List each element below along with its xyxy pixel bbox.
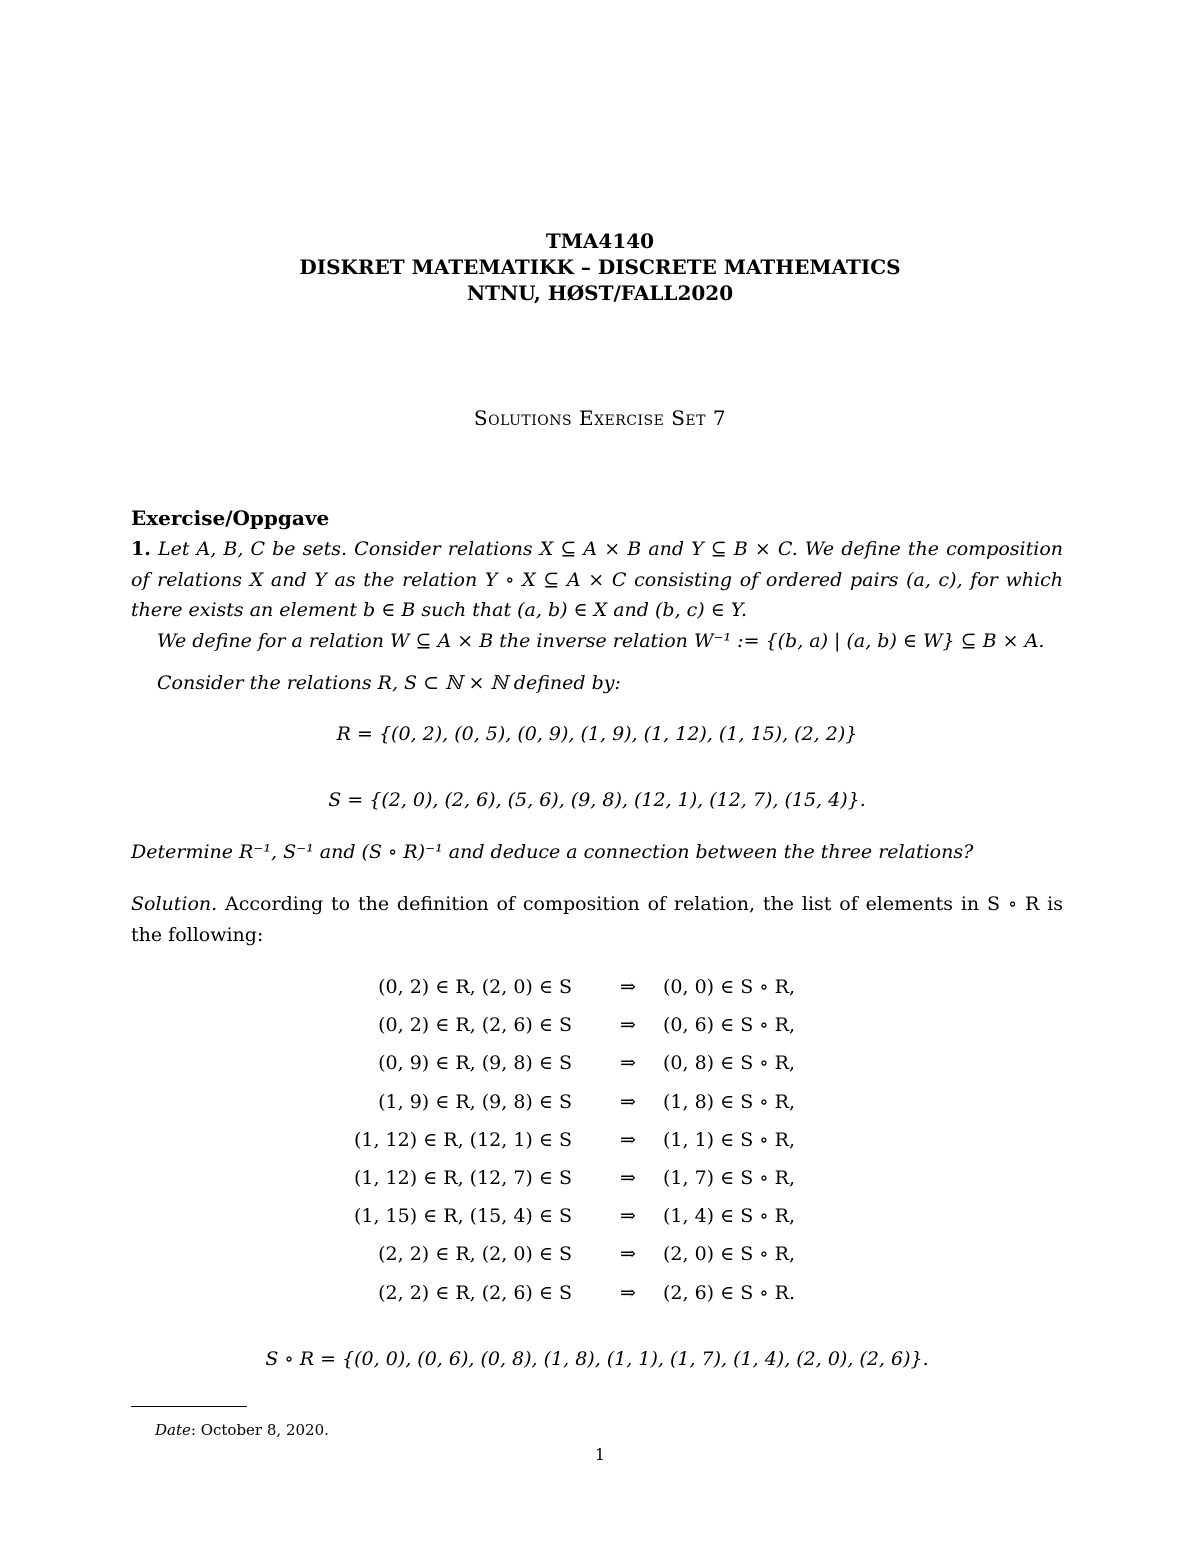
derivation-lhs: (0, 2) ∈ R, (2, 0) ∈ S [378,976,572,998]
derivation-row [353,1205,840,1235]
problem-text: Let A, B, C be sets. Consider relations X ⊆ A × B and Y ⊆ B × C. We define the composition of relations X and Y as the relation Y ∘ X ⊆ A × C consisting of ordered pairs (a, c), for which there exists an element b ∈ B such that (a, b) ∈ X and (b, c) ∈ Y. [131,538,1063,621]
derivation-rhs: (1, 1) ∈ S ∘ R, [663,1128,795,1151]
course-name: DISKRET MATEMATIKK – DISCRETE MATHEMATICS [299,255,901,279]
derivation-rhs: (0, 8) ∈ S ∘ R, [663,1052,795,1075]
document-subtitle: Solutions Exercise Set 7 [473,406,727,430]
derivation-lhs: (1, 12) ∈ R, (12, 7) ∈ S [353,1167,572,1189]
problem-statement [131,534,1063,626]
derivation-lhs: (1, 15) ∈ R, (15, 4) ∈ S [353,1205,572,1228]
derivation-rhs: (2, 0) ∈ S ∘ R, [663,1243,795,1266]
derivation-rhs: (0, 0) ∈ S ∘ R, [663,976,795,998]
derivation-lhs: (2, 2) ∈ R, (2, 6) ∈ S [378,1281,572,1304]
derivation-row [353,1167,840,1197]
implies-arrow: ⇒ [620,1281,636,1304]
course-code: TMA4140 [545,229,655,253]
problem-question: Determine R⁻¹, S⁻¹ and (S ∘ R)⁻¹ and deduce a connection between the three relations? [131,841,974,863]
section-heading: Exercise/Oppgave [131,506,330,530]
derivation-lhs: (1, 12) ∈ R, (12, 1) ∈ S [353,1128,572,1151]
derivation-row [360,1243,840,1273]
footnote [155,1421,329,1439]
derivation-rhs: (1, 4) ∈ S ∘ R, [663,1205,795,1228]
r-definition: R = {(0, 2), (0, 5), (0, 9), (1, 9), (1, 12), (1, 15), (2, 2)} [336,723,858,745]
derivation-lhs: (2, 2) ∈ R, (2, 0) ∈ S [378,1243,572,1266]
solution-intro [131,889,1063,950]
derivation-rhs: (2, 6) ∈ S ∘ R. [663,1281,795,1304]
s-definition: S = {(2, 0), (2, 6), (5, 6), (9, 8), (12, 1), (12, 7), (15, 4)}. [328,789,866,811]
derivation-row [353,1128,840,1159]
implies-arrow: ⇒ [620,1243,636,1266]
derivation-lhs: (0, 2) ∈ R, (2, 6) ∈ S [378,1014,572,1037]
implies-arrow: ⇒ [620,1052,636,1075]
implies-arrow: ⇒ [620,1128,636,1151]
implies-arrow: ⇒ [620,1014,636,1037]
derivation-row [360,1091,840,1121]
inverse-definition: We define for a relation W ⊆ A × B the inverse relation W⁻¹ := {(b, a) | (a, b) ∈ W} ⊆ B × A. [157,630,1045,652]
derivation-rhs: (1, 7) ∈ S ∘ R, [663,1167,795,1189]
derivation-rhs: (0, 6) ∈ S ∘ R, [663,1014,795,1037]
derivation-lhs: (0, 9) ∈ R, (9, 8) ∈ S [378,1052,572,1075]
title-block [0,228,1200,306]
derivation-row [360,1052,840,1082]
implies-arrow: ⇒ [620,976,636,998]
footnote-text: : October 8, 2020. [190,1421,329,1439]
implies-arrow: ⇒ [620,1090,636,1113]
solution-intro-text: According to the definition of composition of relation, the list of elements in S ∘ R is the following: [131,893,1063,946]
institution: NTNU, HØST/FALL2020 [466,281,734,305]
consider-line: Consider the relations R, S ⊂ ℕ × ℕ defined by: [157,672,621,694]
footnote-label: Date [155,1421,191,1439]
implies-arrow: ⇒ [620,1167,636,1189]
problem-number: 1. [131,538,151,560]
derivation-row [360,1014,840,1044]
composition-result: S ∘ R = {(0, 0), (0, 6), (0, 8), (1, 8), (1, 1), (1, 7), (1, 4), (2, 0), (2, 6)}. [265,1348,929,1370]
implies-arrow: ⇒ [620,1205,636,1228]
derivation-row [360,976,840,1006]
derivation-rhs: (1, 8) ∈ S ∘ R, [663,1090,795,1113]
page-number: 1 [594,1445,606,1464]
solution-label: Solution. [131,893,218,915]
derivation-row [360,1282,840,1312]
footnote-rule [131,1406,247,1407]
derivation-lhs: (1, 9) ∈ R, (9, 8) ∈ S [378,1090,572,1113]
